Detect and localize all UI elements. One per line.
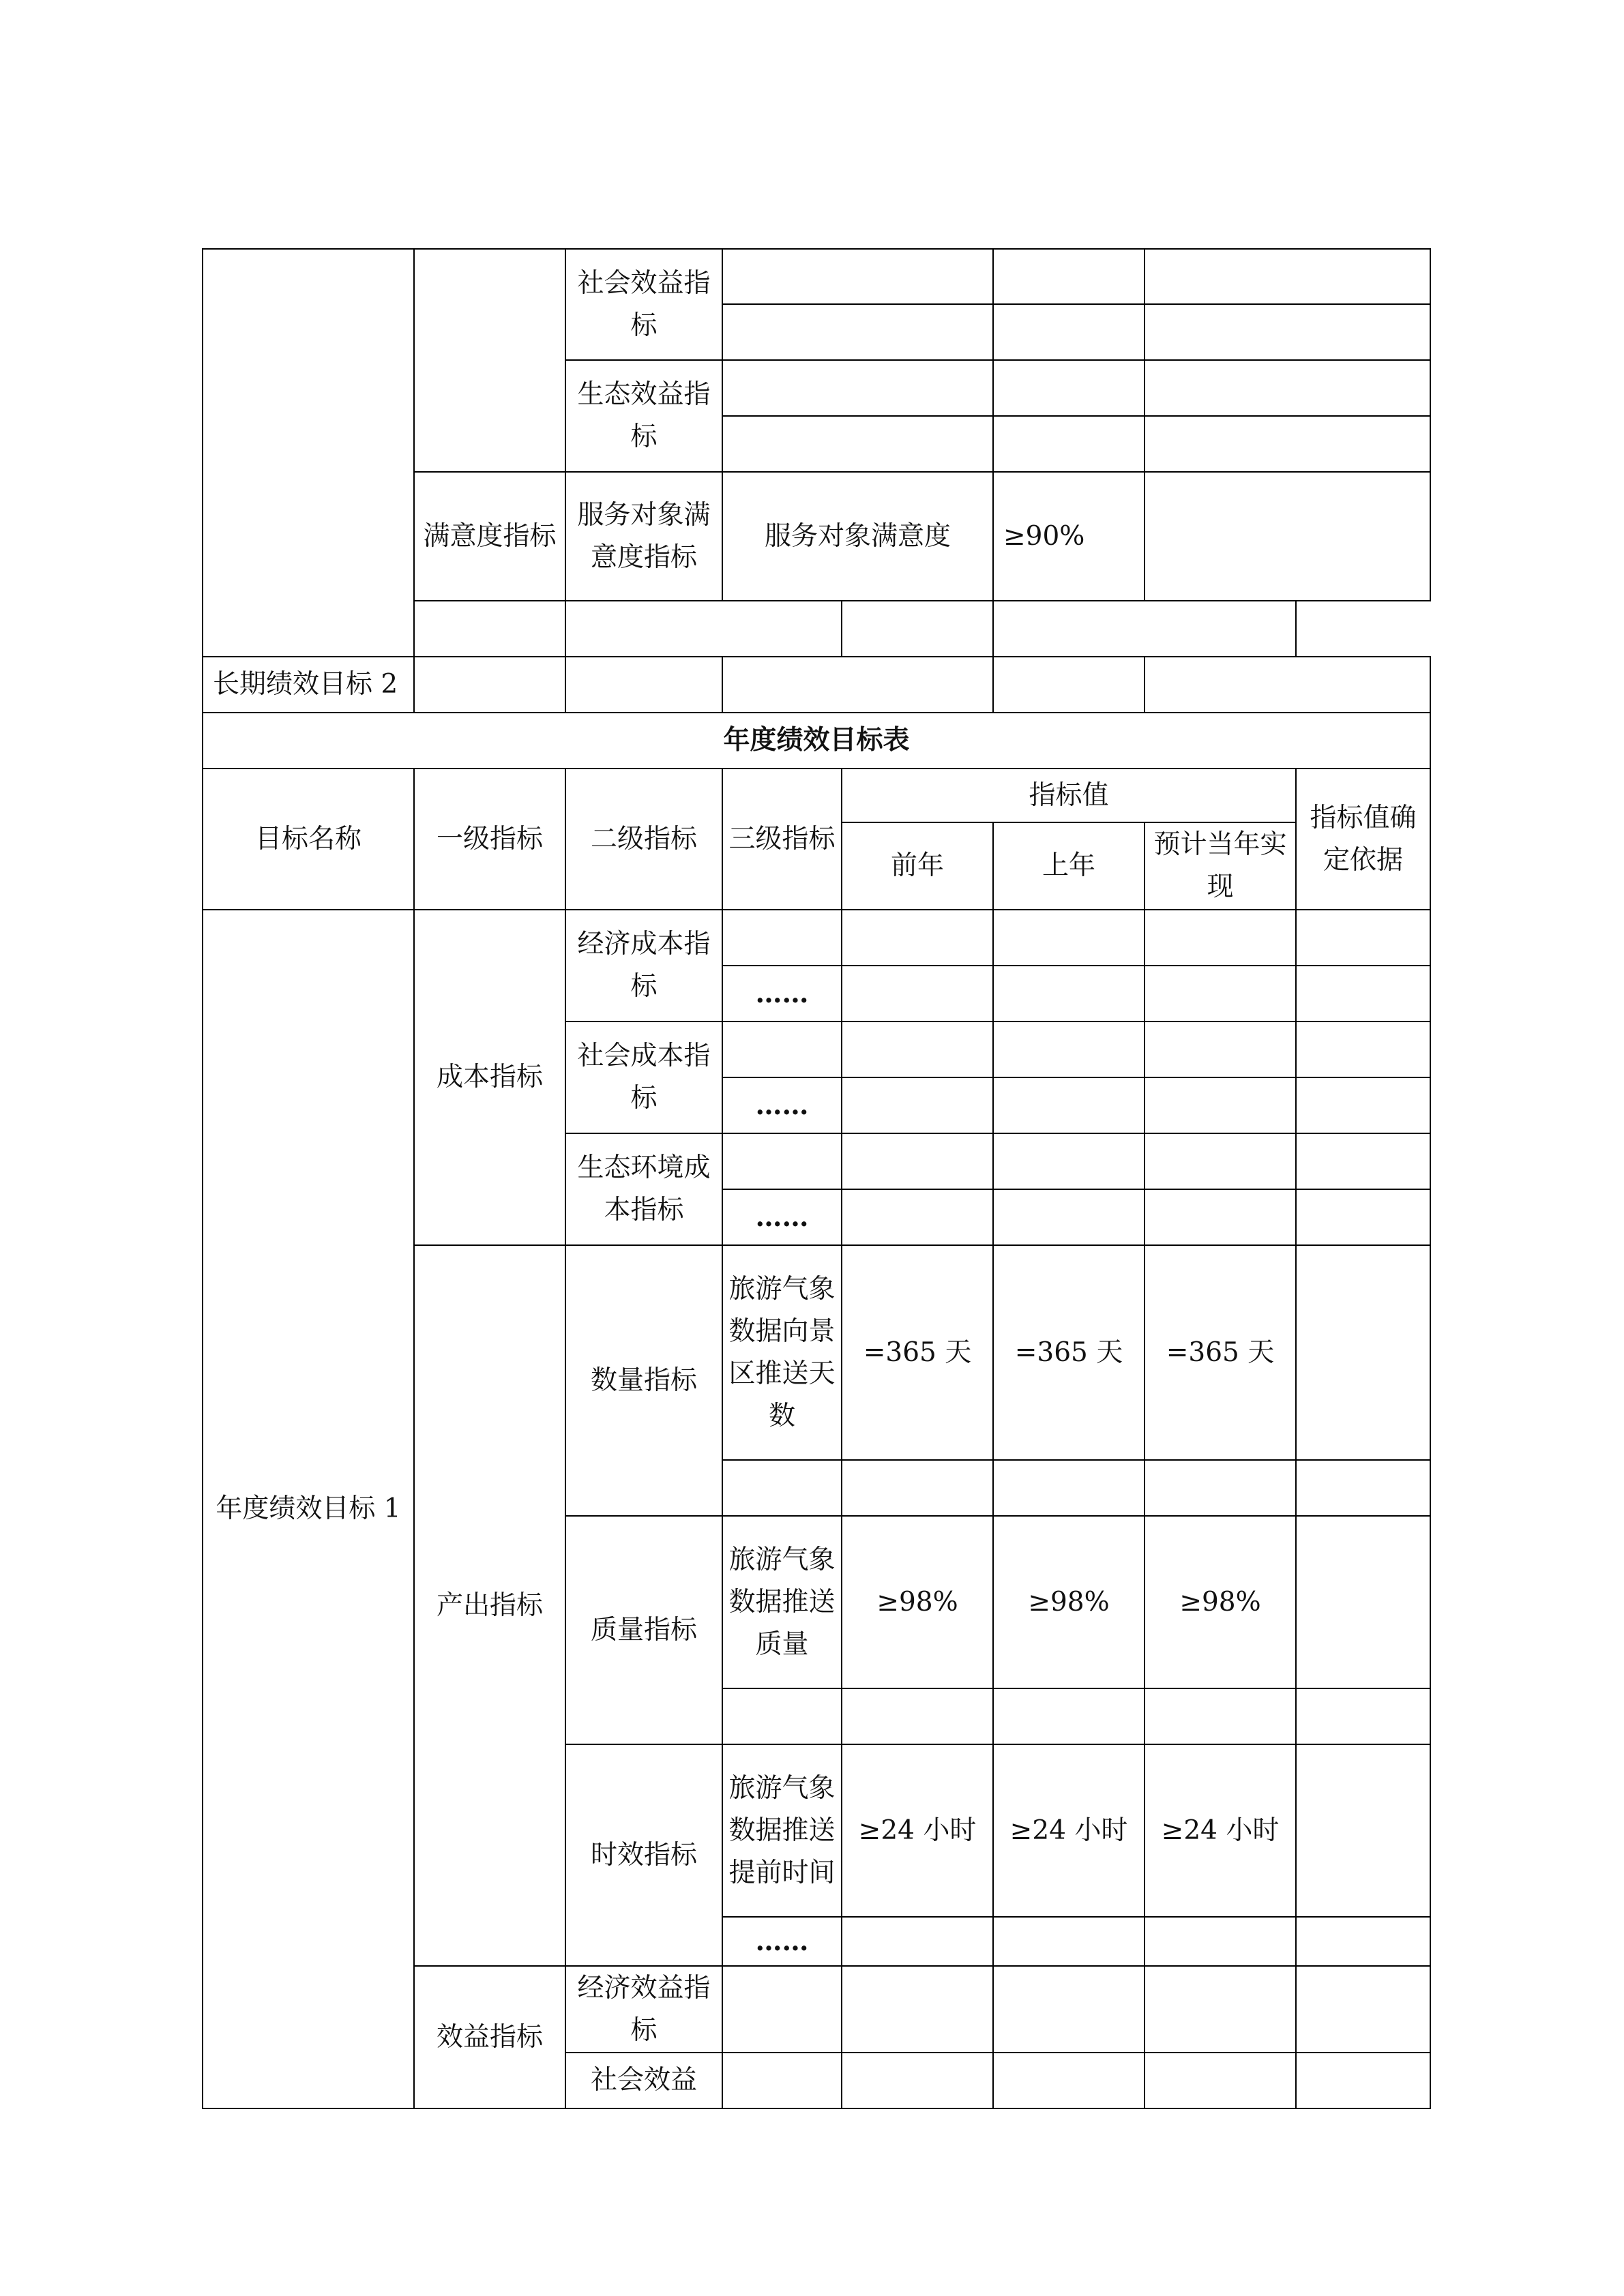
cell [842,1917,993,1966]
cost-indicator: 成本指标 [414,910,565,1245]
cell [842,2053,993,2108]
ellipsis: …… [722,1917,842,1966]
benefit-indicator: 效益指标 [414,1966,565,2108]
social-cost-indicator: 社会成本指标 [565,1022,722,1133]
cell [993,657,1145,713]
cell [1296,1744,1430,1917]
cell [1296,1460,1430,1516]
cell [993,966,1145,1022]
cell [993,1189,1145,1245]
cell [1296,1077,1430,1133]
long-term-goal-cell [203,249,414,657]
cell [722,2053,842,2108]
cell [1296,1688,1430,1744]
cell [1145,1133,1296,1189]
cell [993,601,1296,657]
quality-last-year: ≥98% [993,1516,1145,1688]
quality-prev-year: ≥98% [842,1516,993,1688]
cell [993,1966,1145,2053]
cell [722,910,842,966]
cell [722,416,993,472]
cell [842,910,993,966]
cell [993,249,1145,304]
header-last-year: 上年 [993,822,1145,910]
cell [722,1966,842,2053]
cell [1145,1189,1296,1245]
cell [993,360,1145,416]
header-expected: 预计当年实现 [1145,822,1296,910]
cell [1296,1022,1430,1077]
cell [842,1022,993,1077]
cell [993,910,1145,966]
cell [722,1133,842,1189]
cell [1145,1022,1296,1077]
quality-indicator: 质量指标 [565,1516,722,1744]
quantity-last-year: =365 天 [993,1245,1145,1460]
cell [1296,910,1430,966]
timeliness-expected: ≥24 小时 [1145,1744,1296,1917]
long-term-goal-2: 长期绩效目标 2 [203,657,414,713]
header-level3: 三级指标 [722,769,842,910]
service-satisfaction-value: ≥90% [993,472,1145,601]
cell [722,1688,842,1744]
cell [1145,910,1296,966]
cell [842,1189,993,1245]
performance-table [202,248,1431,2109]
cell [842,1688,993,1744]
header-indicator-value: 指标值 [842,769,1296,822]
cell [993,416,1145,472]
cell [722,1460,842,1516]
benefit-level1-cell [414,249,565,472]
header-prev-year: 前年 [842,822,993,910]
cell [842,601,993,657]
cell [993,1688,1145,1744]
header-level2: 二级指标 [565,769,722,910]
cell [842,1133,993,1189]
cell [1296,1966,1430,2053]
economic-cost-indicator: 经济成本指标 [565,910,722,1022]
cell [993,1133,1145,1189]
cell [842,1077,993,1133]
quantity-l3: 旅游气象数据向景区推送天数 [722,1245,842,1460]
eco-cost-indicator: 生态环境成本指标 [565,1133,722,1245]
cell [1145,2053,1296,2108]
output-indicator: 产出指标 [414,1245,565,1966]
cell [993,1022,1145,1077]
quality-expected: ≥98% [1145,1516,1296,1688]
cell [1145,1077,1296,1133]
quantity-expected: =365 天 [1145,1245,1296,1460]
cell [722,360,993,416]
cell [1296,1516,1430,1688]
cell [993,304,1145,360]
cell [414,601,565,657]
annual-goal-1: 年度绩效目标 1 [203,910,414,2108]
cell [1145,304,1430,360]
cell [722,657,993,713]
cell [1145,1688,1296,1744]
annual-table-title: 年度绩效目标表 [203,713,1430,769]
economic-benefit-indicator: 经济效益指标 [565,1966,722,2053]
cell [842,1460,993,1516]
cell [1145,1460,1296,1516]
timeliness-prev-year: ≥24 小时 [842,1744,993,1917]
cell [1296,1245,1430,1460]
ellipsis: …… [722,1077,842,1133]
cell [1296,966,1430,1022]
timeliness-l3: 旅游气象数据推送提前时间 [722,1744,842,1917]
ellipsis: …… [722,966,842,1022]
social-benefit-indicator: 社会效益 [565,2053,722,2108]
cell [842,966,993,1022]
cell [565,657,722,713]
cell [1145,249,1430,304]
header-goal-name: 目标名称 [203,769,414,910]
cell [1145,416,1430,472]
header-basis: 指标值确定依据 [1296,769,1430,910]
cell [993,1917,1145,1966]
quantity-prev-year: =365 天 [842,1245,993,1460]
cell [1145,360,1430,416]
cell [414,657,565,713]
cell [1296,1917,1430,1966]
eco-benefit-cell: 生态效益指标 [565,360,722,472]
cell [1296,2053,1430,2108]
cell [1296,1189,1430,1245]
cell [565,601,842,657]
cell [1145,1917,1296,1966]
cell [842,1966,993,2053]
timeliness-last-year: ≥24 小时 [993,1744,1145,1917]
cell [1145,657,1430,713]
cell [993,1077,1145,1133]
cell [722,249,993,304]
cell [722,304,993,360]
cell [1296,1133,1430,1189]
timeliness-indicator: 时效指标 [565,1744,722,1966]
satisfaction-cell: 满意度指标 [414,472,565,601]
quality-l3: 旅游气象数据推送质量 [722,1516,842,1688]
header-level1: 一级指标 [414,769,565,910]
service-satisfaction-cell: 服务对象满意度指标 [565,472,722,601]
service-satisfaction-l3-cell: 服务对象满意度 [722,472,993,601]
cell [722,1022,842,1077]
cell [1145,1966,1296,2053]
quantity-indicator: 数量指标 [565,1245,722,1516]
social-benefit-cell: 社会效益指标 [565,249,722,360]
ellipsis: …… [722,1189,842,1245]
cell [1145,472,1430,601]
cell [1145,966,1296,1022]
cell [993,2053,1145,2108]
cell [993,1460,1145,1516]
